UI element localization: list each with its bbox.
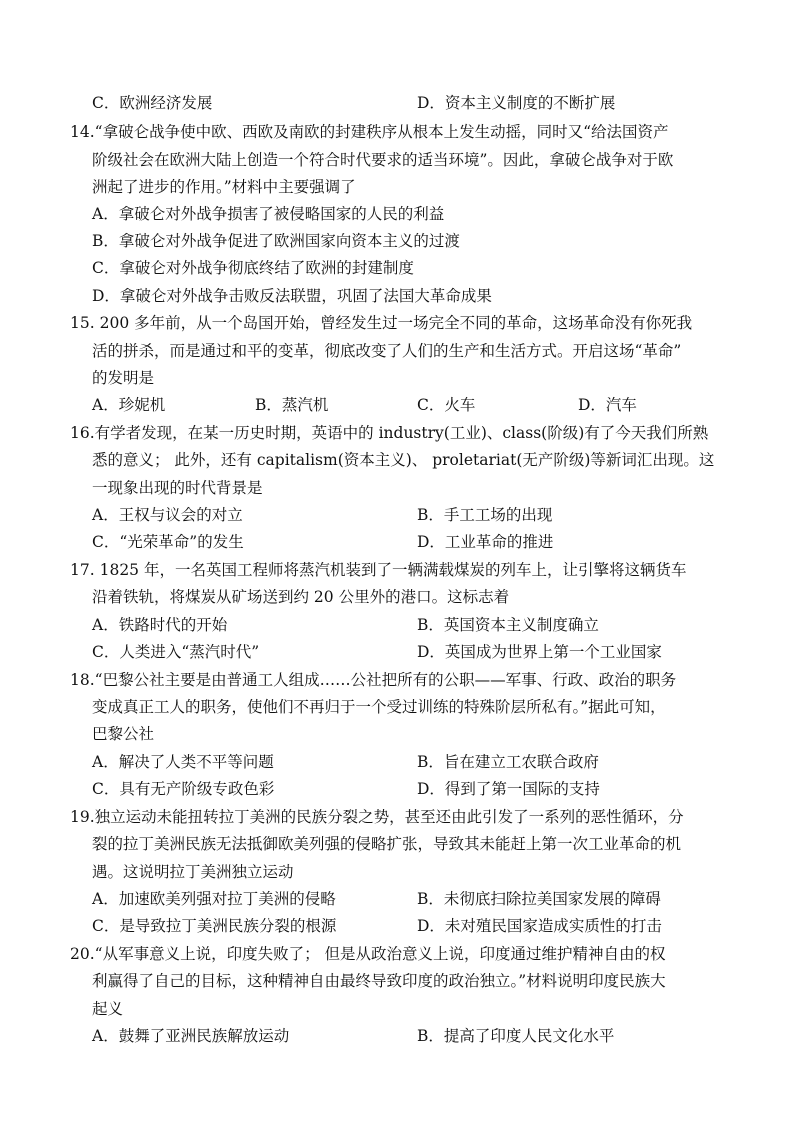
- q15-option-a: A．珍妮机: [92, 396, 166, 414]
- q14-stem-line-3: 洲起了进步的作用。”材料中主要强调了: [92, 178, 356, 196]
- q14-stem-line-1: 14.“拿破仑战争使中欧、西欧及南欧的封建秩序从根本上发生动摇，同时又“给法国资产: [70, 123, 669, 141]
- q15-stem-line-3: 的发明是: [92, 369, 155, 387]
- q18-stem-line-3: 巴黎公社: [92, 725, 155, 743]
- q17-stem-line-2: 沿着铁轨，将煤炭从矿场送到约 20 公里外的港口。这标志着: [92, 588, 510, 606]
- q18-option-d: D．得到了第一国际的支持: [417, 780, 600, 798]
- q15-number: 15.: [70, 314, 95, 332]
- q14-option-d: D．拿破仑对外战争击败反法联盟，巩固了法国大革命成果: [92, 287, 492, 305]
- q14-option-a: A．拿破仑对外战争损害了被侵略国家的人民的利益: [92, 205, 445, 223]
- q17-option-d: D．英国成为世界上第一个工业国家: [417, 643, 662, 661]
- q20-stem-line-2: 利赢得了自己的目标，这种精神自由最终导致印度的政治独立。”材料说明印度民族大: [92, 972, 666, 990]
- q16-stem-line-3: 一现象出现的时代背景是: [92, 479, 263, 497]
- q18-option-c: C．具有无产阶级专政色彩: [92, 780, 275, 798]
- q19-option-a: A．加速欧美列强对拉丁美洲的侵略: [92, 890, 336, 908]
- q16-option-b: B．手工工场的出现: [417, 506, 553, 524]
- q16-option-c: C．“光荣革命”的发生: [92, 533, 244, 551]
- q20-stem-line-3: 起义: [92, 1000, 124, 1018]
- q18-stem-line-2: 变成真正工人的职务，使他们不再归于一个受过训练的特殊阶层所私有。”据此可知，: [92, 698, 666, 716]
- q15-option-c: C．火车: [417, 396, 476, 414]
- q19-option-b: B．未彻底扫除拉美国家发展的障碍: [417, 890, 661, 908]
- q18-option-a: A．解决了人类不平等问题: [92, 753, 274, 771]
- q15-option-b: B．蒸汽机: [255, 396, 329, 414]
- q15-stem-line-2: 活的拼杀，而是通过和平的变革，彻底改变了人们的生产和生活方式。开启这场“革命”: [92, 342, 682, 360]
- q15-stem-line-1: 15. 200 多年前，从一个岛国开始，曾经发生过一场完全不同的革命，这场革命没有你死我: [70, 314, 693, 332]
- q13-option-d: D．资本主义制度的不断扩展: [417, 94, 616, 112]
- q14-option-c: C．拿破仑对外战争彻底终结了欧洲的封建制度: [92, 259, 414, 277]
- q17-option-b: B．英国资本主义制度确立: [417, 616, 599, 634]
- q17-option-a: A．铁路时代的开始: [92, 616, 228, 634]
- q19-option-c: C．是导致拉丁美洲民族分裂的根源: [92, 917, 337, 935]
- q17-number: 17.: [70, 561, 95, 579]
- q20-number: 20.: [70, 945, 95, 963]
- q16-stem-line-1: 16.有学者发现，在某一历史时期，英语中的 industry(工业)、class(阶级)有了今天我们所熟: [70, 424, 709, 442]
- q16-number: 16.: [70, 424, 95, 442]
- q18-number: 18.: [70, 671, 95, 689]
- q16-stem-line-2: 悉的意义； 此外，还有 capitalism(资本主义)、 proletariat(无产阶级)等新词汇出现。这: [92, 451, 715, 469]
- q16-option-a: A．王权与议会的对立: [92, 506, 243, 524]
- q14-option-b: B．拿破仑对外战争促进了欧洲国家向资本主义的过渡: [92, 232, 460, 250]
- q20-option-b: B．提高了印度人民文化水平: [417, 1027, 615, 1045]
- q17-stem-line-1: 17. 1825 年，一名英国工程师将蒸汽机装到了一辆满载煤炭的列车上，让引擎将这辆货车: [70, 561, 687, 579]
- q19-stem-line-3: 遇。这说明拉丁美洲独立运动: [92, 863, 294, 881]
- q17-option-c: C．人类进入“蒸汽时代”: [92, 643, 260, 661]
- q14-number: 14.: [70, 123, 95, 141]
- q20-stem-line-1: 20.“从军事意义上说，印度失败了； 但是从政治意义上说，印度通过维护精神自由的权: [70, 945, 666, 963]
- q13-option-c: C．欧洲经济发展: [92, 94, 213, 112]
- q19-stem-line-2: 裂的拉丁美洲民族无法抵御欧美列强的侵略扩张，导致其未能赶上第一次工业革命的机: [92, 835, 682, 853]
- q20-option-a: A．鼓舞了亚洲民族解放运动: [92, 1027, 290, 1045]
- q16-option-d: D．工业革命的推进: [417, 533, 554, 551]
- q19-stem-line-1: 19.独立运动未能扭转拉丁美洲的民族分裂之势，甚至还由此引发了一系列的恶性循环，分: [70, 808, 684, 826]
- q14-stem-line-2: 阶级社会在欧洲大陆上创造一个符合时代要求的适当环境”。因此，拿破仑战争对于欧: [92, 151, 674, 169]
- q15-option-d: D．汽车: [578, 396, 637, 414]
- q18-stem-line-1: 18.“巴黎公社主要是由普通工人组成……公社把所有的公职——军事、行政、政治的职务: [70, 671, 677, 689]
- q19-number: 19.: [70, 808, 95, 826]
- q18-option-b: B．旨在建立工农联合政府: [417, 753, 599, 771]
- q19-option-d: D．未对殖民国家造成实质性的打击: [417, 917, 662, 935]
